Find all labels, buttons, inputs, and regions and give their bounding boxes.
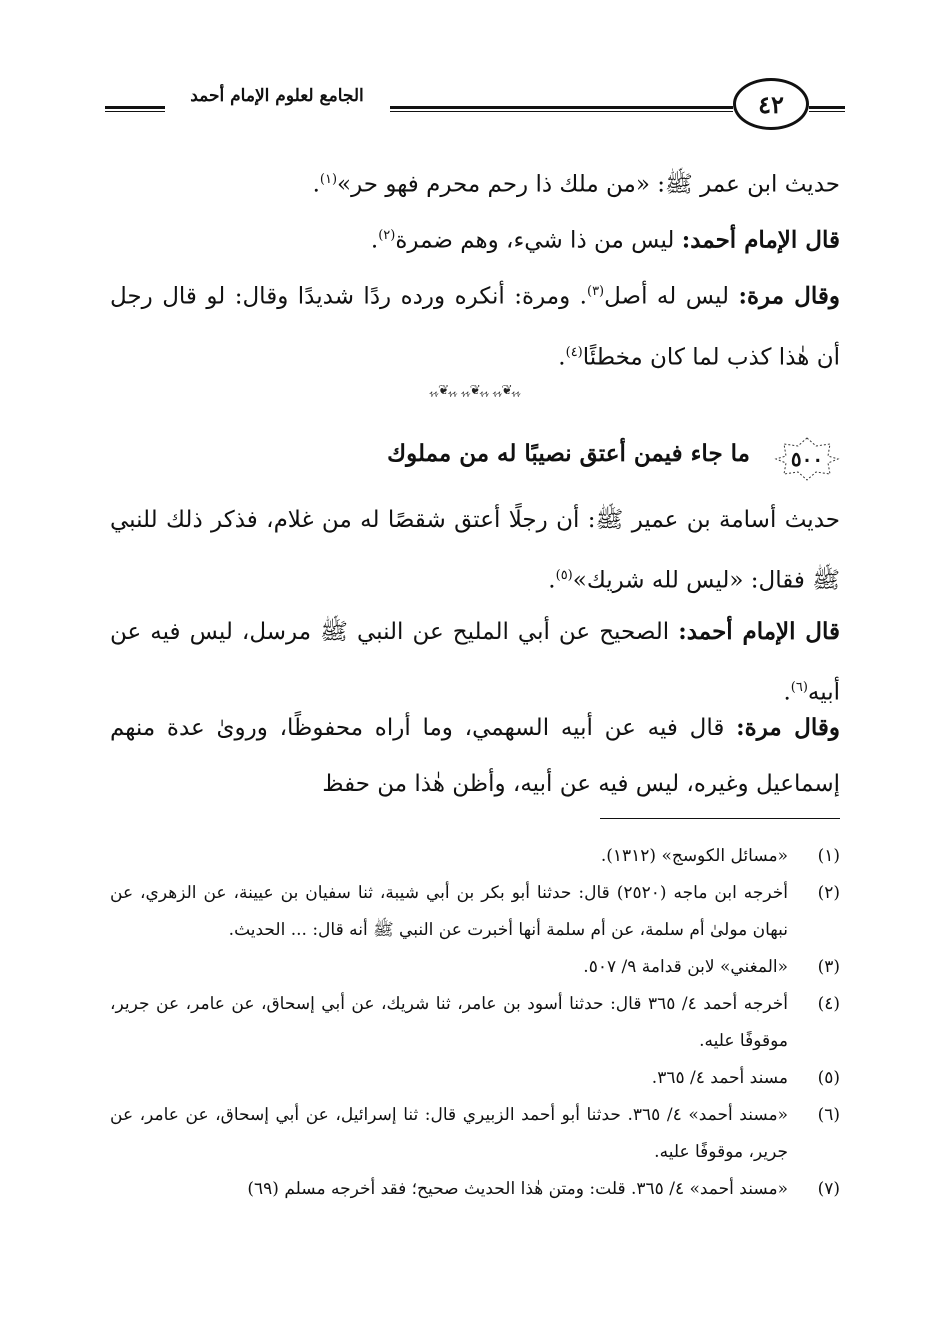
footnote-number: (٤) [817,994,840,1014]
footnote-separator [600,818,840,819]
speaker-label: وقال مرة: [736,714,840,741]
footnote-number: (٢) [817,883,840,903]
footnote-text: مسند أحمد ٤/ ٣٦٥. [651,1068,788,1088]
hadith-text: حديث ابن عمر ﷺ: «من ملك ذا رحم محرم فهو حر» [337,171,840,198]
header-rule-left [105,106,165,109]
paragraph-imam-ahmad-1: قال الإمام أحمد: ليس من ذا شيء، وهم ضمرة$^{(٢)}$. [370,226,840,254]
footnote-text: «مسائل الكوسج» (١٣١٢). [600,846,788,866]
section-number-badge [774,436,840,482]
footnote-text: «مسند أحمد» ٤/ ٣٦٥. قلت: ومتن هٰذا الحديث صحيح؛ فقد أخرجه مسلم (٦٩) [247,1179,788,1199]
footnote-text: أخرجه ابن ماجه (٢٥٢٠) قال: حدثنا أبو بكر بن أبي شيبة، ثنا سفيان بن عيينة، عن الزهري، عن نبهان مولىٰ أم سلمة، عن أم سلمة أنها أخبرت عن النبي ﷺ أنه قال: ... الحديث. [110,883,789,940]
speaker-label: قال الإمام أحمد: [678,618,840,645]
statement-text: الصحيح عن أبي المليح عن النبي ﷺ مرسل، ليس فيه عن أبيه [110,619,840,706]
paragraph-another-time-1: وقال مرة: ليس له أصل$^{(٣)}$. ومرة: أنكره ورده ردًا شديدًا وقال: لو قال رجل أن هٰذا كذب لما كان مخطئًا$^{(٤)}$. [110,282,840,371]
footnote-number: (١) [817,846,840,866]
header-rule-left-thin [105,111,165,112]
section-divider-ornament: ﮩﮩ❦ﮩﮩ ﮩﮩ❦ﮩﮩ ﮩﮩ❦ﮩﮩ [429,383,521,398]
page-header [105,78,845,128]
footnote [110,1171,840,1208]
footnote-text: أخرجه أحمد ٤/ ٣٦٥ قال: حدثنا أسود بن عامر، ثنا شريك، عن أبي إسحاق، عن عامر، عن جرير، موقوفًا عليه. [110,994,789,1051]
paragraph-hadith-usama: حديث أسامة بن عمير ﷺ: أن رجلًا أعتق شقصًا له من غلام، فذكر ذلك للنبي ﷺ فقال: «ليس لله شريك»$^{(٥)}$. [110,507,840,594]
footnote [110,949,840,986]
header-rule-middle [390,106,733,109]
footnote [110,986,840,1060]
paragraph-imam-ahmad-2: قال الإمام أحمد: الصحيح عن أبي المليح عن النبي ﷺ مرسل، ليس فيه عن أبيه$^{(٦)}$. [110,618,840,706]
footnote-ref-2: (٢) [378,228,396,243]
footnote-number: (٦) [817,1105,840,1125]
header-rule-right [809,106,845,109]
header-rule-right-thin [809,111,845,112]
footnote [110,838,840,875]
footnote-text: «مسند أحمد» ٤/ ٣٦٥. حدثنا أبو أحمد الزبيري قال: ثنا إسرائيل، عن أبي إسحاق، عن عامر، عن جرير، موقوفًا عليه. [110,1105,788,1162]
footnote-number: (٧) [817,1179,840,1199]
page-number: ٤٢ [733,78,809,130]
header-rule-middle-thin [390,111,733,112]
paragraph-hadith-ibn-umar: حديث ابن عمر ﷺ: «من ملك ذا رحم محرم فهو حر»$^{(١)}$. [312,171,840,198]
footnote-ref-5: (٥) [555,568,573,583]
section-title: ما جاء فيمن أعتق نصيبًا له من مملوك [387,440,750,467]
hadith-text: حديث أسامة بن عمير ﷺ: أن رجلًا أعتق شقصًا له من غلام، فذكر ذلك للنبي ﷺ فقال: «ليس لله شريك» [110,507,840,594]
footnotes [110,838,840,1208]
statement-text-continued: . ومرة: أنكره ورده ردًا شديدًا وقال: لو قال رجل أن هٰذا كذب لما كان مخطئًا [110,283,840,371]
footnote-ref-1: (١) [319,172,338,187]
footnote-ref-3: (٣) [586,284,605,299]
statement-text: ليس له أصل [604,283,739,310]
section-number: ٥٠٠ [790,447,824,471]
statement-text: ليس من ذا شيء، وهم ضمرة [395,227,682,254]
speaker-label: وقال مرة: [738,282,840,310]
paragraph-another-time-2 [110,700,840,812]
footnote-text: «المغني» لابن قدامة ٩/ ٥٠٧. [583,957,788,977]
footnote-ref-6: (٦) [790,680,808,695]
footnote-number: (٣) [817,957,840,977]
footnote [110,1097,840,1171]
statement-text: قال فيه عن أبيه السهمي، وما أراه محفوظًا، وروىٰ عدة منهم إسماعيل وغيره، ليس فيه عن أبيه، وأظن هٰذا من حفظ [110,715,840,797]
footnote [110,875,840,949]
section-heading [250,436,840,486]
footnote-number: (٥) [817,1068,840,1088]
footnote-ref-4: (٤) [565,344,583,360]
footnote [110,1060,840,1097]
running-title: الجامع لعلوم الإمام أحمد [190,86,364,106]
speaker-label: قال الإمام أحمد: [681,226,840,254]
